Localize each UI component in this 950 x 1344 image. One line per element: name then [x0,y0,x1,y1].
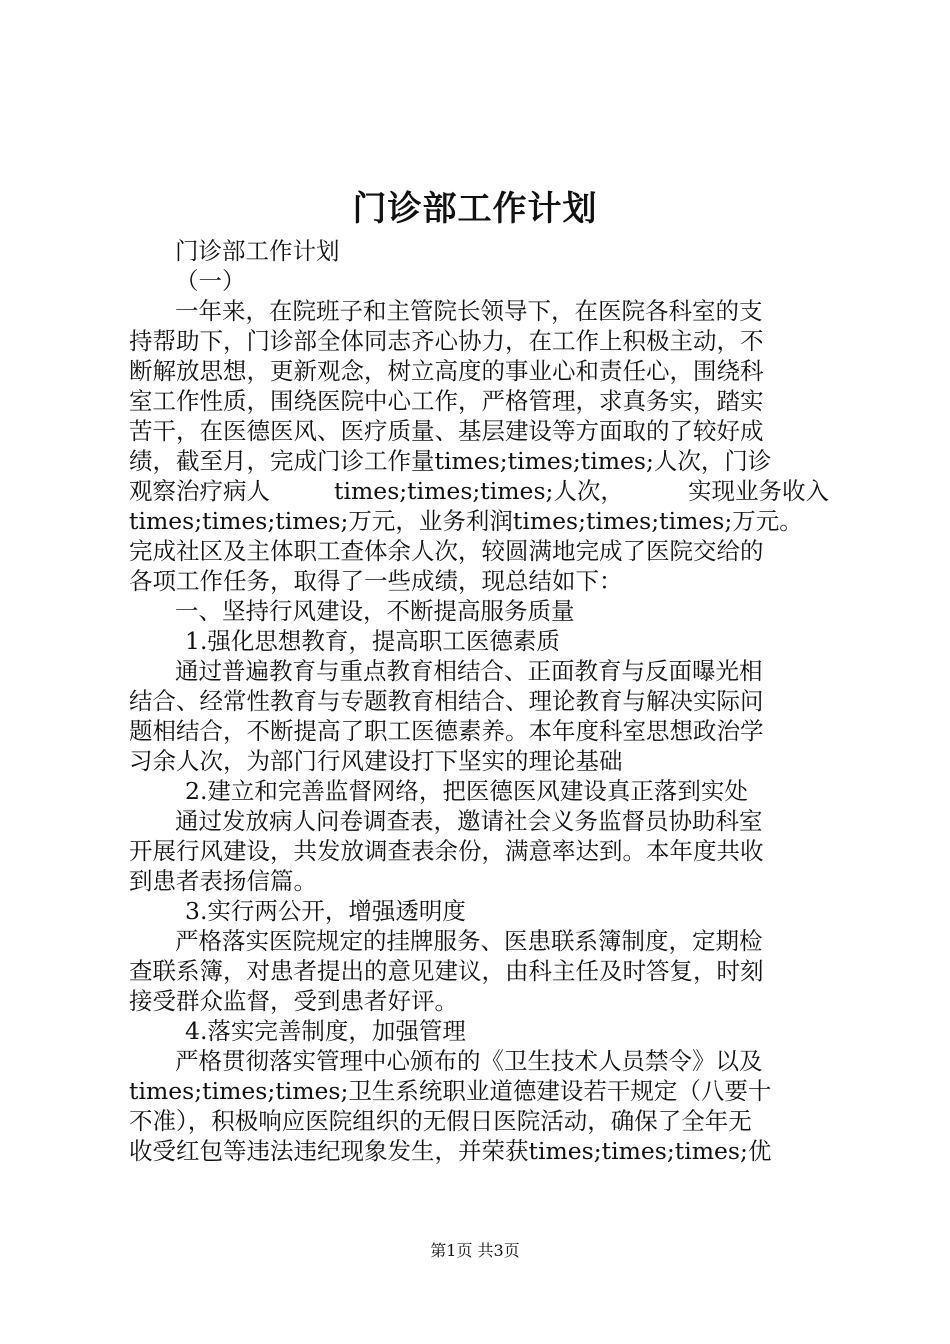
section-heading: 一、坚持行风建设，不断提高服务质量 [175,597,575,625]
paragraph-line: 绩，截至月，完成门诊工作量times;times;times;人次，门诊 [129,447,772,475]
paragraph-line: 通过发放病人问卷调查表，邀请社会义务监督员协助科室 [175,807,763,835]
paragraph-line: 严格贯彻落实管理中心颁布的《卫生技术人员禁令》以及 [175,1047,763,1075]
paragraph-line: 各项工作任务，取得了一些成绩，现总结如下： [129,567,623,595]
page-footer: 第1页 共3页 [430,1241,520,1260]
paragraph-line: 查联系簿，对患者提出的意见建议，由科主任及时答复，时刻 [129,957,764,985]
subtitle-line: 门诊部工作计划 [175,237,340,265]
paragraph-line: 开展行风建设，共发放调查表余份，满意率达到。本年度共收 [129,837,764,865]
paragraph-line: 到患者表扬信篇。 [129,867,317,895]
paragraph-line: 收受红包等违法违纪现象发生，并荣获times;times;times;优 [129,1137,772,1165]
paragraph-line: 通过普遍教育与重点教育相结合、正面教育与反面曝光相 [175,657,763,685]
subsection-heading: 4.落实完善制度，加强管理 [185,1017,466,1045]
document-title: 门诊部工作计划 [352,189,598,229]
line-part: 观察治疗病人 [129,477,270,505]
paragraph-line: 习余人次，为部门行风建设打下坚实的理论基础 [129,747,623,775]
section-marker: （一） [175,267,246,295]
paragraph-line: 严格落实医院规定的挂牌服务、医患联系簿制度，定期检 [175,927,763,955]
paragraph-line: 不准），积极响应医院组织的无假日医院活动，确保了全年无 [129,1107,752,1135]
paragraph-line: 接受群众监督，受到患者好评。 [129,987,458,1015]
paragraph-line: 结合、经常性教育与专题教育相结合、理论教育与解决实际问 [129,687,764,715]
paragraph-line: 室工作性质，围绕医院中心工作，严格管理，求真务实，踏实 [129,387,764,415]
paragraph-line: 完成社区及主体职工查体余人次，较圆满地完成了医院交给的 [129,537,764,565]
paragraph-line: 断解放思想，更新观念，树立高度的事业心和责任心，围绕科 [129,357,764,385]
paragraph-line: 题相结合，不断提高了职工医德素养。本年度科室思想政治学 [129,717,764,745]
line-part: 实现业务收入 [687,477,829,505]
line-part: times;times;times;人次， [334,477,624,505]
paragraph-line: times;times;times;卫生系统职业道德建设若干规定（八要十 [129,1077,772,1105]
subsection-heading: 3.实行两公开，增强透明度 [185,897,466,925]
subsection-heading: 2.建立和完善监督网络，把医德医风建设真正落到实处 [185,777,748,805]
paragraph-line: 持帮助下，门诊部全体同志齐心协力，在工作上积极主动，不 [129,327,764,355]
paragraph-line: 苦干，在医德医风、医疗质量、基层建设等方面取的了较好成 [129,417,764,445]
paragraph-line: 一年来，在院班子和主管院长领导下，在医院各科室的支 [175,297,763,325]
subsection-heading: 1.强化思想教育，提高职工医德素质 [185,627,560,655]
document-body [129,236,829,1166]
paragraph-line-justified [129,476,829,506]
paragraph-line: times;times;times;万元，业务利润times;times;times;万元。 [129,507,803,535]
